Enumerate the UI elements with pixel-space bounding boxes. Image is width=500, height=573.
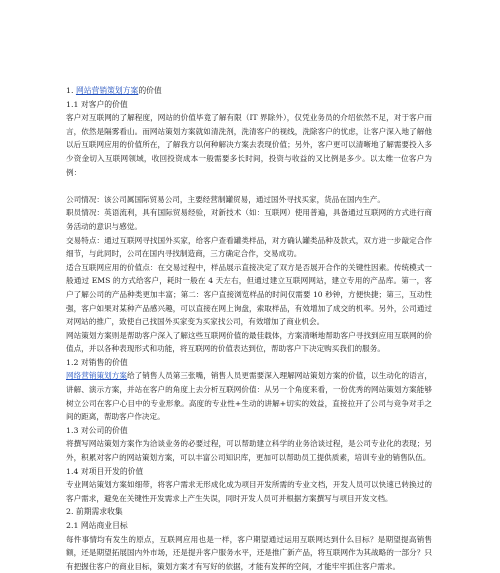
section-1-2-heading: 1.2 对销售的价值 (66, 357, 128, 367)
blank-line (66, 179, 432, 193)
paragraph-sales-value: 网络营销策划方案给了销售人员第三张嘴，销售人员更需要深入理解网站策划方案的价值，以生动化的语言，讲解、演示方案，并站在客户的角度上去分析互联网价值：从另一个角度来看，一份优秀的网站策划方案能够树立公司在客户心目中的专业形象。高度的专业性+生动的讲解+切实的效益，直接拉开了公司与竞争对手之间的距离，帮助客户作决定。 (66, 371, 433, 422)
section-1-heading: 1. 网站营销策划方案的价值 (66, 86, 162, 95)
document-body (66, 84, 432, 573)
paragraph-trade-features: 交易特点：通过互联网寻找国外买家，给客户查看罐类样品，对方确认罐类品种及款式，双方进一步敲定合作细节，与此同时，公司在国内寻找制造商，三方确定合作，交易成功。 (66, 235, 432, 259)
paragraph-staff-info: 职员情况：英语流利，具有国际贸易经验，对新技术（如：互联网）使用普遍，具备通过互联网的方式进行商务活动的意识与感觉。 (66, 208, 432, 231)
paragraph-value-points: 适合互联网应用的价值点：在交易过程中，样品展示直接决定了双方是否展开合作的关键性因素。传统模式一般通过 EMS 的方式给客户，耗时一般在 4 天左右，但通过建立互联网网站，建立专用的产品库。第一，客户了解公司的产品种类更加丰富；第二：客户直接浏览样品的时间仅需要 10 秒钟，方便快捷；第三，互动性强，客户如果对某种产品感兴趣，可以直接在网上询盘，索取样品，有效增加了成交的机率。另外，公司通过对网站的推广，致使自己找国外买家变为买家找公司，有效增加了商业机会。 (66, 262, 432, 327)
paragraph-plan-carrier: 网站策划方案则是帮助客户深入了解这些互联网价值的最佳载体，方案清晰地帮助客户寻找到应用互联网的价值点，并以各种表现形式和功能，将互联网的价值表达到位，帮助客户下决定购买我们的服务。 (66, 330, 432, 354)
section-1-link[interactable]: 网站营销策划方案 (75, 86, 139, 95)
paragraph-dev-value: 专业网站策划方案如细带，将客户需求无形成化成为项目开发所需的专业文档，开发人员可以快速已转换过的客户需求，避免在关键性开发需求上产生失误，同时开发人员可并根据方案撰写与项目开发文档。 (66, 480, 432, 503)
paragraph-company-info: 公司情况：该公司属国际贸易公司，主要经营制罐贸易，通过国外寻找买家，货品在国内生产。 (66, 194, 385, 204)
section-2-1-heading: 2.1 网站商业目标 (66, 521, 128, 530)
paragraph-company-value: 将撰写网站策划方案作为洽谈业务的必要过程，可以帮助建立科学的业务洽谈过程，是公司专业化的表现；另外，积累对客户的网站策划方案，可以丰富公司知识库，更加可以帮助员工提供质素，培训专业的销售队伍。 (66, 439, 432, 463)
section-1-3-heading: 1.3 对公司的价值 (66, 425, 128, 435)
section-1-4-heading: 1.4 对项目开发的价值 (66, 466, 144, 476)
paragraph-business-goal: 每件事情均有发生的原点，互联网应用也是一样，客户期望通过运用互联网达到什么目标？是期望提高销售额，还是期望拓展国内外市场，还是提升客户服务水平，还是推广新产品，将互联网作为其战略的一部分？只有把握住客户的商业目标，策划方案才有写好的依据，才能有发挥的空间，才能牢牢抓住客户需求。 (66, 534, 432, 571)
section-1-1-heading: 1.1 对客户的价值 (66, 99, 128, 109)
section-2-heading: 2. 前期需求收集 (66, 507, 123, 517)
sales-plan-link[interactable]: 网络营销策划方案 (66, 371, 128, 381)
paragraph-customer-value: 客户对互联网的了解程度，网站的价值毕竟了解有限（IT 界除外），仅凭业务员的介绍依然不足，对于客户而言，依然是隔雾看山。而网站策划方案就如清洗剂，洗清客户的视线，洗除客户的忧虑，让客户深入地了解他以后互联网应用的价值所在，了解我方以何种解决方案去表现价值；另外，客户更可以清晰地了解需要投入多少资金切入互联网领域，收回投资成本一般需要多长时间，投资与收益的又比例是多少。以太维一位客户为例： (66, 113, 432, 177)
